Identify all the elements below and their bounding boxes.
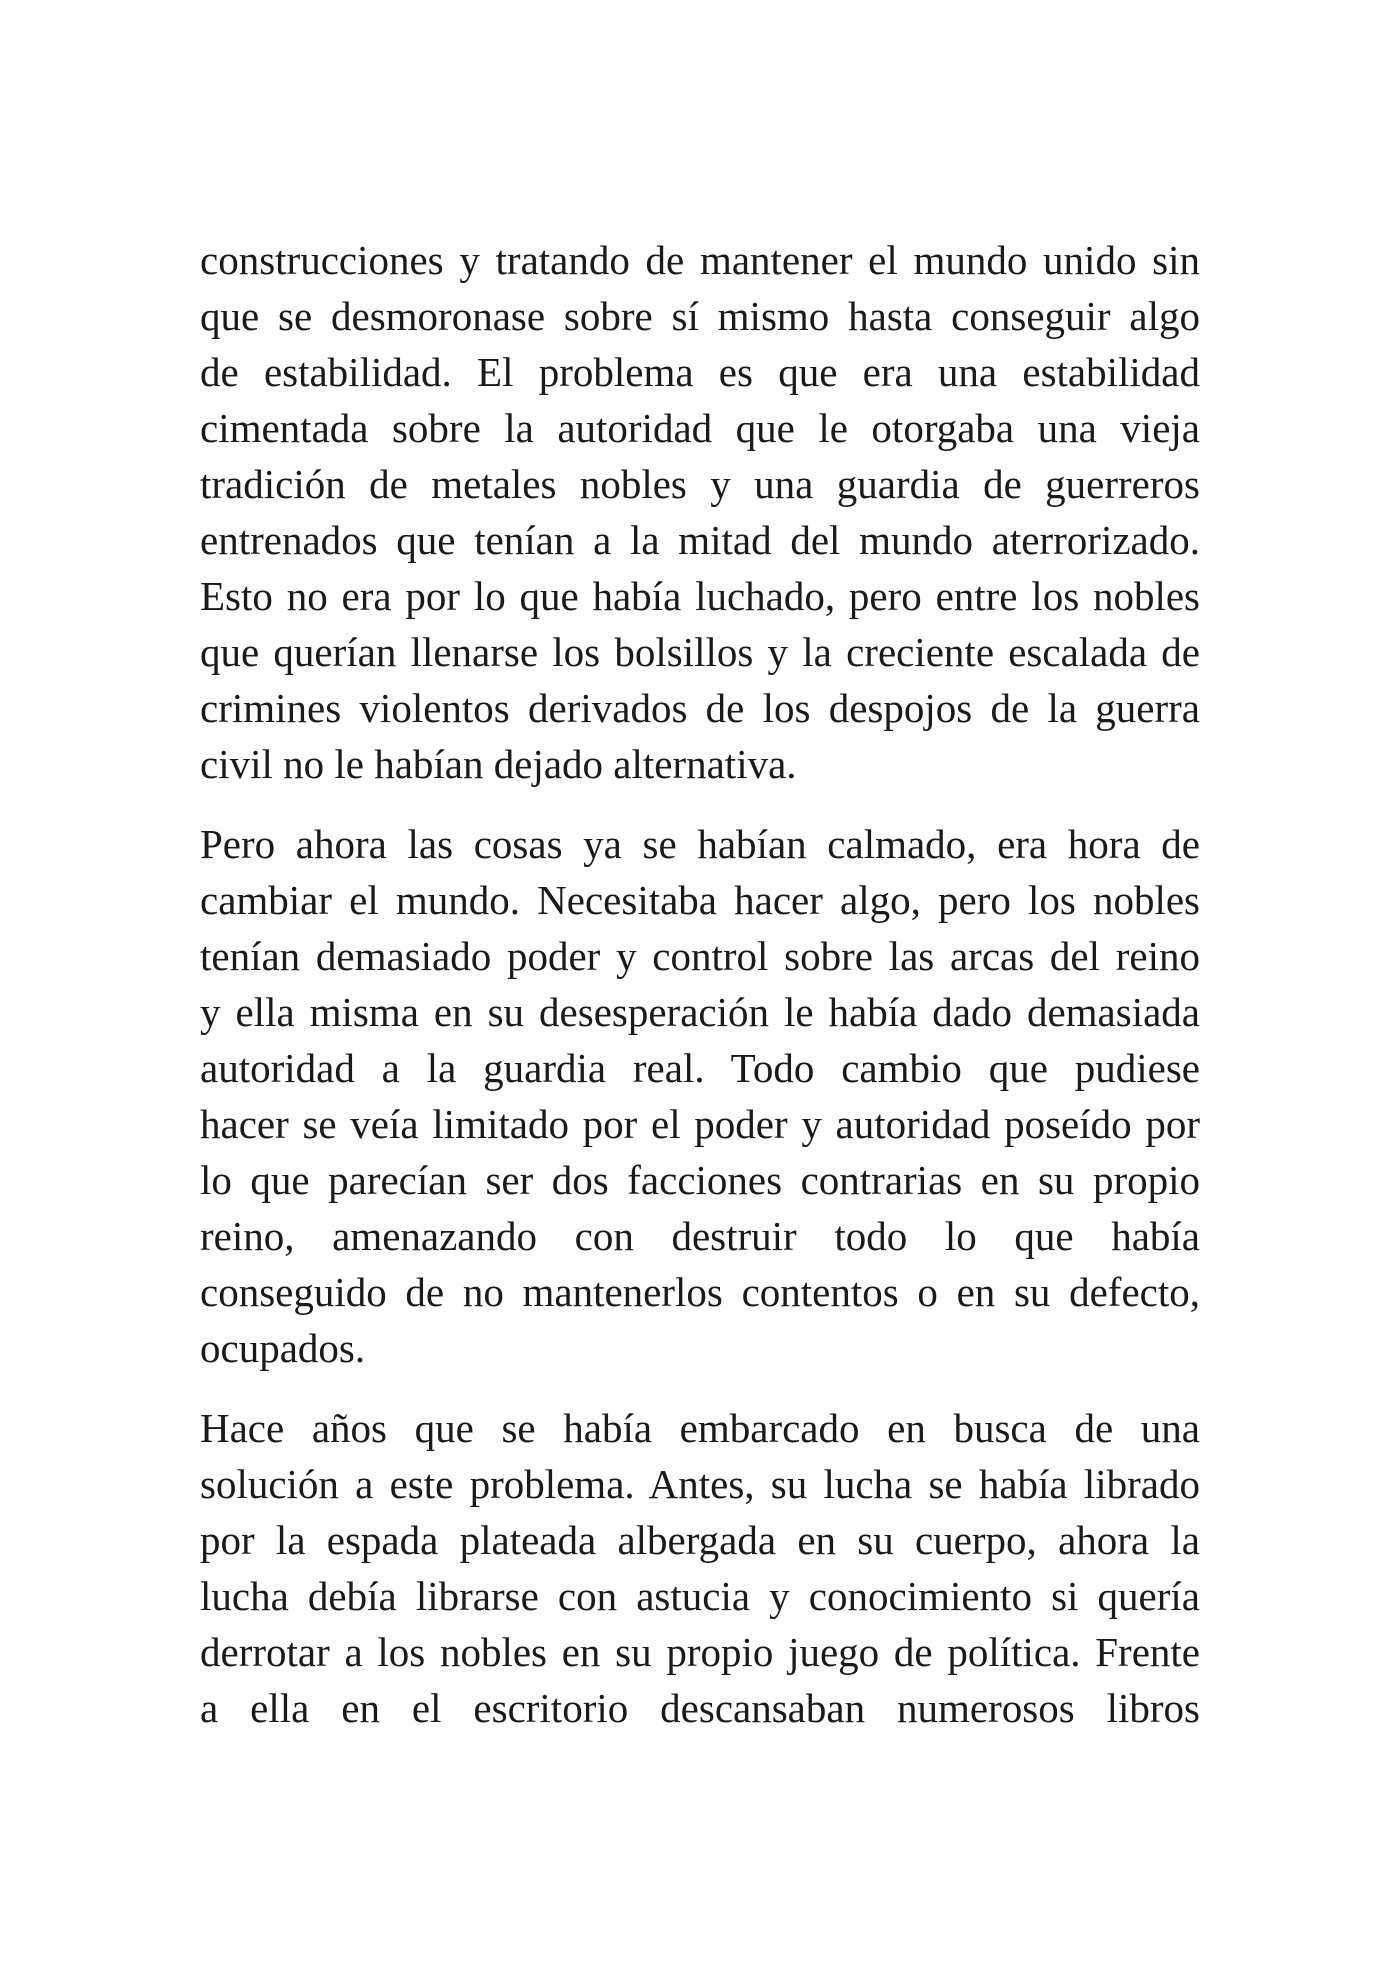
text-line: lo que parecían ser dos facciones contrarias en su propio: [200, 1157, 1200, 1203]
text-line: crimines violentos derivados de los despojos de la guerra: [200, 685, 1200, 731]
text-line: autoridad a la guardia real. Todo cambio que pudiese: [200, 1045, 1200, 1091]
paragraph-1: [200, 232, 1200, 792]
paragraph-2: [200, 816, 1200, 1376]
text-line: ocupados.: [200, 1325, 366, 1371]
text-line: hacer se veía limitado por el poder y autoridad poseído por: [200, 1101, 1200, 1147]
text-line: por la espada plateada albergada en su cuerpo, ahora la: [200, 1517, 1200, 1563]
text-line: que querían llenarse los bolsillos y la creciente escalada de: [200, 629, 1200, 675]
text-line: que se desmoronase sobre sí mismo hasta conseguir algo: [200, 293, 1200, 339]
text-line: cambiar el mundo. Necesitaba hacer algo, pero los nobles: [200, 877, 1200, 923]
text-line: y ella misma en su desesperación le había dado demasiada: [200, 989, 1200, 1035]
text-line: reino, amenazando con destruir todo lo que había: [200, 1213, 1200, 1259]
text-line: cimentada sobre la autoridad que le otorgaba una vieja: [200, 405, 1200, 451]
paragraph-3: [200, 1400, 1200, 1736]
body-text: [200, 232, 1200, 1760]
text-line: derrotar a los nobles en su propio juego de política. Frente: [200, 1629, 1200, 1675]
text-line: conseguido de no mantenerlos contentos o en su defecto,: [200, 1269, 1200, 1315]
text-line: Pero ahora las cosas ya se habían calmado, era hora de: [200, 821, 1200, 867]
text-line: civil no le habían dejado alternativa.: [200, 741, 797, 787]
text-line: solución a este problema. Antes, su lucha se había librado: [200, 1461, 1200, 1507]
text-line: entrenados que tenían a la mitad del mundo aterrorizado.: [200, 517, 1200, 563]
text-line: tradición de metales nobles y una guardia de guerreros: [200, 461, 1200, 507]
text-line: Esto no era por lo que había luchado, pero entre los nobles: [200, 573, 1200, 619]
text-line: de estabilidad. El problema es que era una estabilidad: [200, 349, 1200, 395]
text-line: tenían demasiado poder y control sobre las arcas del reino: [200, 933, 1200, 979]
text-line: Hace años que se había embarcado en busca de una: [200, 1405, 1200, 1451]
text-line: a ella en el escritorio descansaban numerosos libros: [200, 1685, 1200, 1731]
text-line: construcciones y tratando de mantener el mundo unido sin: [200, 237, 1200, 283]
text-line: lucha debía librarse con astucia y conocimiento si quería: [200, 1573, 1200, 1619]
